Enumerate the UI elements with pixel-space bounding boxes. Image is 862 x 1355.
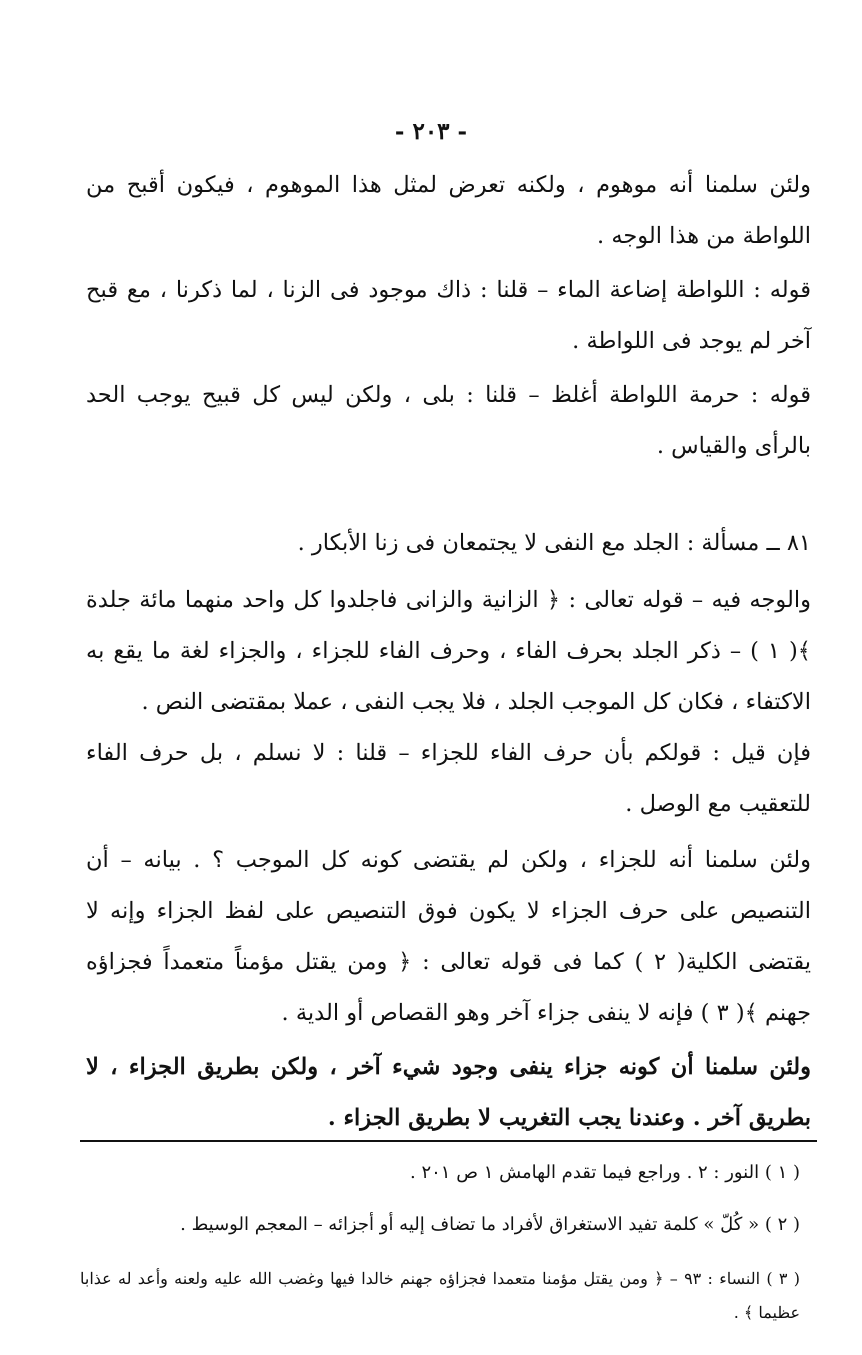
footnote-3: ( ٣ ) النساء : ٩٣ – ﴿ ومن يقتل مؤمنا متعمدا فجزاؤه جهنم خالدا فيها وغضب الله عليه ولعنه وأعد له عذابا عظيما ﴾ .	[80, 1269, 801, 1322]
paragraph-3: قوله : حرمة اللواطة أغلظ – قلنا : بلى ، ولكن ليس كل قبيح يوجب الحد بالرأى والقياس .	[86, 382, 811, 459]
page-number: - ٢٠٣ -	[394, 118, 468, 145]
paragraph-1: ولئن سلمنا أنه موهوم ، ولكنه تعرض لمثل هذا الموهوم ، فيكون أقبح من اللواطة من هذا الوجه .	[86, 172, 811, 249]
paragraph-2: قوله : اللواطة إضاعة الماء – قلنا : ذاك موجود فى الزنا ، لما ذكرنا ، مع قبح آخر لم يوجد فى اللواطة .	[86, 277, 811, 354]
issue-81-heading: ٨١ ــ مسألة : الجلد مع النفى لا يجتمعان فى زنا الأبكار .	[297, 530, 811, 556]
paragraph-6: فإن قيل : قولكم بأن حرف الفاء للجزاء – قلنا : لا نسلم ، بل حرف الفاء للتعقيب مع الوصل .	[86, 740, 811, 817]
footnote-2: ( ٢ ) « كُلّ » كلمة تفيد الاستغراق لأفراد ما تضاف إليه أو أجزائه – المعجم الوسيط .	[180, 1214, 800, 1235]
footnote-1: ( ١ ) النور : ٢ . وراجع فيما تقدم الهامش ١ ص ٢٠١ .	[410, 1162, 800, 1183]
paragraph-7: ولئن سلمنا أنه للجزاء ، ولكن لم يقتضى كونه كل الموجب ؟ . بيانه – أن التنصيص على حرف الجزاء لا يكون فوق التنصيص على لفظ الجزاء وإنه لا يقتضى الكلية( ٢ ) كما فى قوله تعالى : ﴿ ومن يقتل مؤمناً متعمداً فجزاؤه جهنم ﴾( ٣ ) فإنه لا ينفى جزاء آخر وهو القصاص أو الدية .	[86, 847, 811, 1026]
paragraph-8: ولئن سلمنا أن كونه جزاء ينفى وجود شيء آخر ، ولكن بطريق الجزاء ، لا بطريق آخر . وعندنا يجب التغريب لا بطريق الجزاء .	[86, 1054, 811, 1131]
paragraph-5: والوجه فيه – قوله تعالى : ﴿ الزانية والزانى فاجلدوا كل واحد منهما مائة جلدة ﴾( ١ ) – ذكر الجلد بحرف الفاء ، وحرف الفاء للجزاء ، والجزاء لغة ما يقع به الاكتفاء ، فكان كل الموجب الجلد ، فلا يجب النفى ، عملا بمقتضى النص .	[86, 587, 811, 715]
footnote-separator	[80, 1140, 817, 1142]
